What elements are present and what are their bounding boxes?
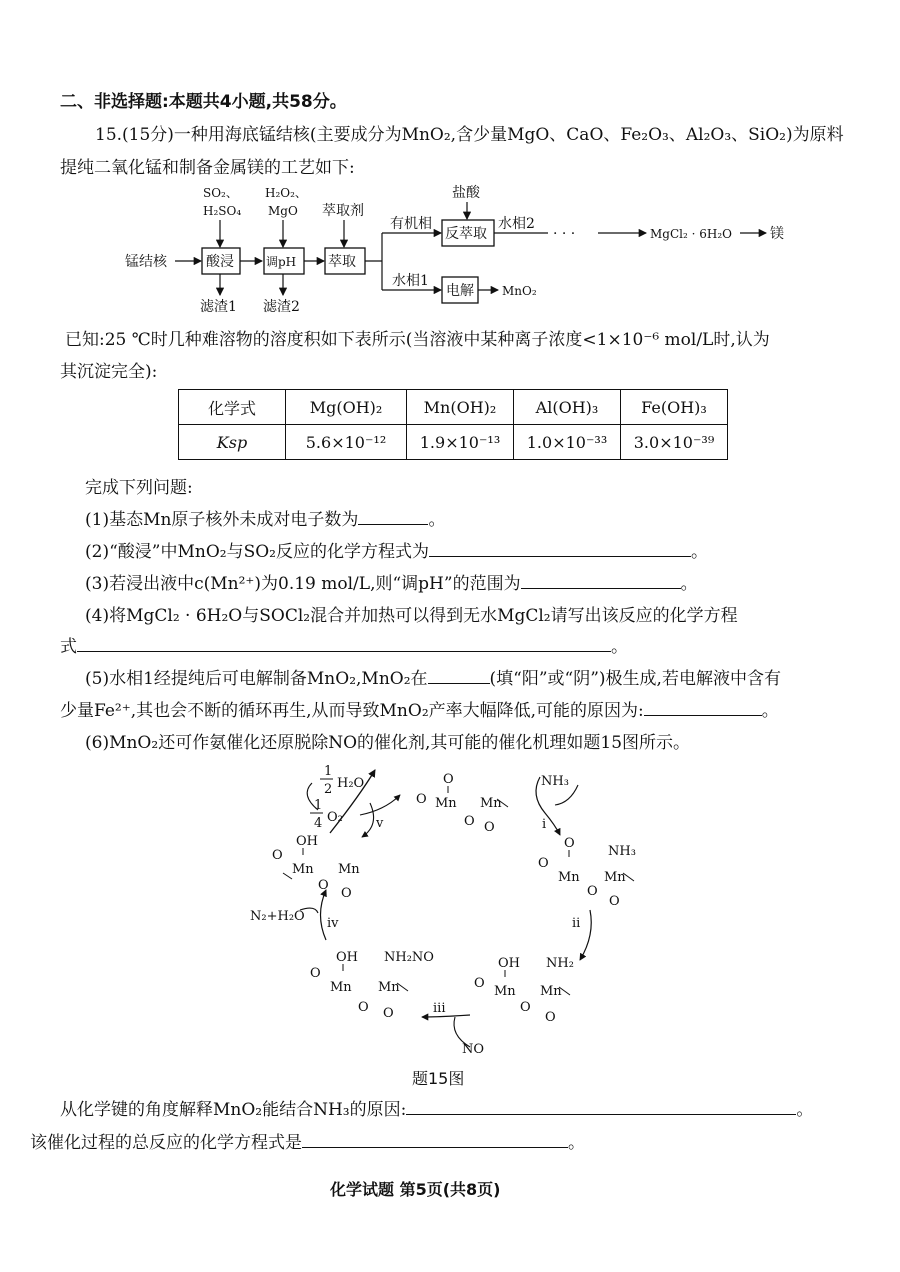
flow-mg-label: 镁 xyxy=(770,226,784,242)
mech-atom: Mn xyxy=(338,862,360,877)
mech-quarter-den: 4 xyxy=(314,816,323,831)
mech-half-num: 1 xyxy=(324,764,333,779)
table-header-row xyxy=(179,390,728,425)
mech-atom: O xyxy=(318,878,329,893)
mech-nh3: NH₃ xyxy=(541,774,569,789)
process-flow-diagram xyxy=(0,175,900,325)
sub-question-5-line1 xyxy=(85,664,781,689)
prompt-text: 完成下列问题: xyxy=(85,478,193,498)
mech-step-iii: iii xyxy=(433,1001,446,1016)
mech-arrow xyxy=(362,803,374,837)
question-6a xyxy=(60,1095,813,1120)
mech-atom: O xyxy=(383,1006,394,1021)
flow-mgcl2-label: MgCl₂ · 6H₂O xyxy=(650,227,732,241)
period: 。 xyxy=(796,1100,814,1120)
mech-atom: O xyxy=(443,772,454,787)
mech-step-v: v xyxy=(376,816,384,831)
sub-question-5-text-b: (填“阳”或“阴”)极生成,若电解液中含有 xyxy=(489,669,781,689)
mech-atom: OH xyxy=(498,956,520,971)
answer-blank-6b[interactable] xyxy=(302,1133,568,1148)
table-header-cell: Al(OH)₃ xyxy=(514,390,621,425)
period: 。 xyxy=(680,574,698,594)
page-footer: 化学试题 第5页(共8页) xyxy=(330,1180,501,1199)
sub-question-3 xyxy=(85,569,698,594)
table-row-label: Ksp xyxy=(179,425,286,460)
mech-atom: Mn xyxy=(540,984,562,999)
known-line2: 其沉淀完全): xyxy=(60,362,158,382)
mech-arrow xyxy=(321,890,327,940)
mech-arrow xyxy=(422,1015,470,1017)
mech-nh3-bound: NH₃ xyxy=(608,844,636,859)
mech-arrow xyxy=(580,910,591,960)
mech-atom: O xyxy=(520,1000,531,1015)
sub-question-4-line1: (4)将MgCl₂ · 6H₂O与SOCl₂混合并加热可以得到无水MgCl₂请写出该反应的化学方程 xyxy=(85,606,738,626)
answer-blank-2[interactable] xyxy=(429,542,691,557)
sub-question-5-line2 xyxy=(60,696,779,721)
mech-atom: Mn xyxy=(558,870,580,885)
mech-atom: NH₂ xyxy=(546,956,574,971)
mech-atom: O xyxy=(310,966,321,981)
mech-atom: OH xyxy=(296,834,318,849)
table-cell: 3.0×10⁻³⁹ xyxy=(621,425,728,460)
sub-question-2 xyxy=(85,537,708,562)
mechanism-figure xyxy=(0,755,900,1095)
flow-step1-label: 酸浸 xyxy=(206,254,234,270)
answer-blank-5a[interactable] xyxy=(428,669,490,684)
mech-atom: O xyxy=(358,1000,369,1015)
mech-atom: O xyxy=(545,1010,556,1025)
table-cell: 1.9×10⁻¹³ xyxy=(407,425,514,460)
mech-atom: O xyxy=(484,820,495,835)
sub-question-5-text-c: 少量Fe²⁺,其也会不断的循环再生,从而导致MnO₂产率大幅降低,可能的原因为: xyxy=(60,701,644,721)
mech-atom: Mn xyxy=(378,980,400,995)
flow-reagent2-a: H₂O₂、 xyxy=(265,186,307,200)
flow-reagent1-b: H₂SO₄ xyxy=(203,204,242,218)
flow-residue2: 滤渣2 xyxy=(263,299,300,315)
mech-atom: O xyxy=(464,814,475,829)
flow-start-label: 锰结核 xyxy=(125,254,167,270)
mech-atom: O xyxy=(474,976,485,991)
answer-blank-4[interactable] xyxy=(77,637,611,652)
table-cell: 5.6×10⁻¹² xyxy=(286,425,407,460)
sub-question-5-text-a: (5)水相1经提纯后可电解制备MnO₂,MnO₂在 xyxy=(85,669,428,689)
mech-atom: O xyxy=(538,856,549,871)
mech-atom: NH₂NO xyxy=(384,950,434,965)
flow-step5-label: 电解 xyxy=(446,283,474,299)
period: 。 xyxy=(690,542,708,562)
sub-question-1 xyxy=(85,505,445,530)
question-6b xyxy=(30,1128,585,1153)
table-header-cell: Fe(OH)₃ xyxy=(621,390,728,425)
sub-question-3-text: (3)若浸出液中c(Mn²⁺)为0.19 mol/L,则“调pH”的范围为 xyxy=(85,574,521,594)
flow-mno2-label: MnO₂ xyxy=(502,284,537,298)
period: 。 xyxy=(761,701,779,721)
mech-atom: Mn xyxy=(480,796,502,811)
ksp-table xyxy=(178,389,728,460)
mech-atom: O xyxy=(341,886,352,901)
flow-step3-label: 萃取 xyxy=(328,254,356,270)
question-intro-line2: 提纯二氧化锰和制备金属镁的工艺如下: xyxy=(60,158,355,178)
mech-o2: O₂ xyxy=(327,810,343,825)
flow-dots: · · · xyxy=(553,226,576,242)
question-6a-text: 从化学键的角度解释MnO₂能结合NH₃的原因: xyxy=(60,1100,407,1120)
flow-reagent1-a: SO₂、 xyxy=(203,186,238,200)
mech-step-ii: ii xyxy=(572,916,581,931)
section-header: 二、非选择题:本题共4小题,共58分。 xyxy=(60,92,347,112)
answer-blank-5b[interactable] xyxy=(644,701,762,716)
mech-atom: OH xyxy=(336,950,358,965)
period: 。 xyxy=(611,637,628,657)
table-header-cell: Mn(OH)₂ xyxy=(407,390,514,425)
period: 。 xyxy=(568,1133,585,1153)
answer-blank-3[interactable] xyxy=(521,574,681,589)
sub-question-1-text: (1)基态Mn原子核外未成对电子数为 xyxy=(85,510,359,530)
sub-question-4-line2 xyxy=(60,632,628,657)
table-header-cell: Mg(OH)₂ xyxy=(286,390,407,425)
answer-blank-1[interactable] xyxy=(358,510,428,525)
mech-arrow xyxy=(360,795,400,815)
flow-reagent3: 萃取剂 xyxy=(322,203,364,219)
mech-atom: Mn xyxy=(292,862,314,877)
flow-step2-label: 调pH xyxy=(266,255,297,269)
table-cell: 1.0×10⁻³³ xyxy=(514,425,621,460)
figure-caption: 题15图 xyxy=(412,1069,465,1088)
sub-question-2-text: (2)“酸浸”中MnO₂与SO₂反应的化学方程式为 xyxy=(85,542,429,562)
mech-atom: O xyxy=(564,836,575,851)
mech-atom: Mn xyxy=(494,984,516,999)
flow-step4-label: 反萃取 xyxy=(445,226,487,242)
mech-step-iv: iv xyxy=(327,916,339,931)
question-intro-line1: 15.(15分)一种用海底锰结核(主要成分为MnO₂,含少量MgO、CaO、Fe₂O₃、Al₂O₃、SiO₂)为原料 xyxy=(95,125,844,145)
flow-hcl-label: 盐酸 xyxy=(452,185,480,201)
known-line1: 已知:25 ℃时几种难溶物的溶度积如下表所示(当溶液中某种离子浓度<1×10⁻⁶ mol/L时,认为 xyxy=(65,330,770,350)
mech-atom: O xyxy=(272,848,283,863)
flow-aq2-label: 水相2 xyxy=(498,216,535,232)
mech-quarter-num: 1 xyxy=(314,798,323,813)
mech-atom: O xyxy=(609,894,620,909)
flow-reagent2-b: MgO xyxy=(268,204,298,218)
mech-no: NO xyxy=(462,1042,485,1057)
table-header-cell: 化学式 xyxy=(179,390,286,425)
question-6b-text: 该催化过程的总反应的化学方程式是 xyxy=(30,1133,302,1153)
mech-atom: O xyxy=(587,884,598,899)
sub-question-4-text: 式 xyxy=(60,637,77,657)
period: 。 xyxy=(428,510,446,530)
flow-residue1: 滤渣1 xyxy=(200,299,237,315)
mech-atom: Mn xyxy=(604,870,626,885)
answer-blank-6a[interactable] xyxy=(406,1100,796,1115)
sub-question-6: (6)MnO₂还可作氨催化还原脱除NO的催化剂,其可能的催化机理如题15图所示。 xyxy=(85,733,691,753)
table-row xyxy=(179,425,728,460)
mech-step-i: i xyxy=(542,817,547,832)
flow-organic-label: 有机相 xyxy=(390,216,432,232)
mech-h2o: H₂O xyxy=(337,776,365,791)
mech-half-den: 2 xyxy=(324,782,333,797)
mech-atom: O xyxy=(416,792,427,807)
mech-atom: Mn xyxy=(435,796,457,811)
mech-n2h2o: N₂+H₂O xyxy=(250,909,305,924)
mech-atom: Mn xyxy=(330,980,352,995)
flow-aq1-label: 水相1 xyxy=(392,273,429,289)
